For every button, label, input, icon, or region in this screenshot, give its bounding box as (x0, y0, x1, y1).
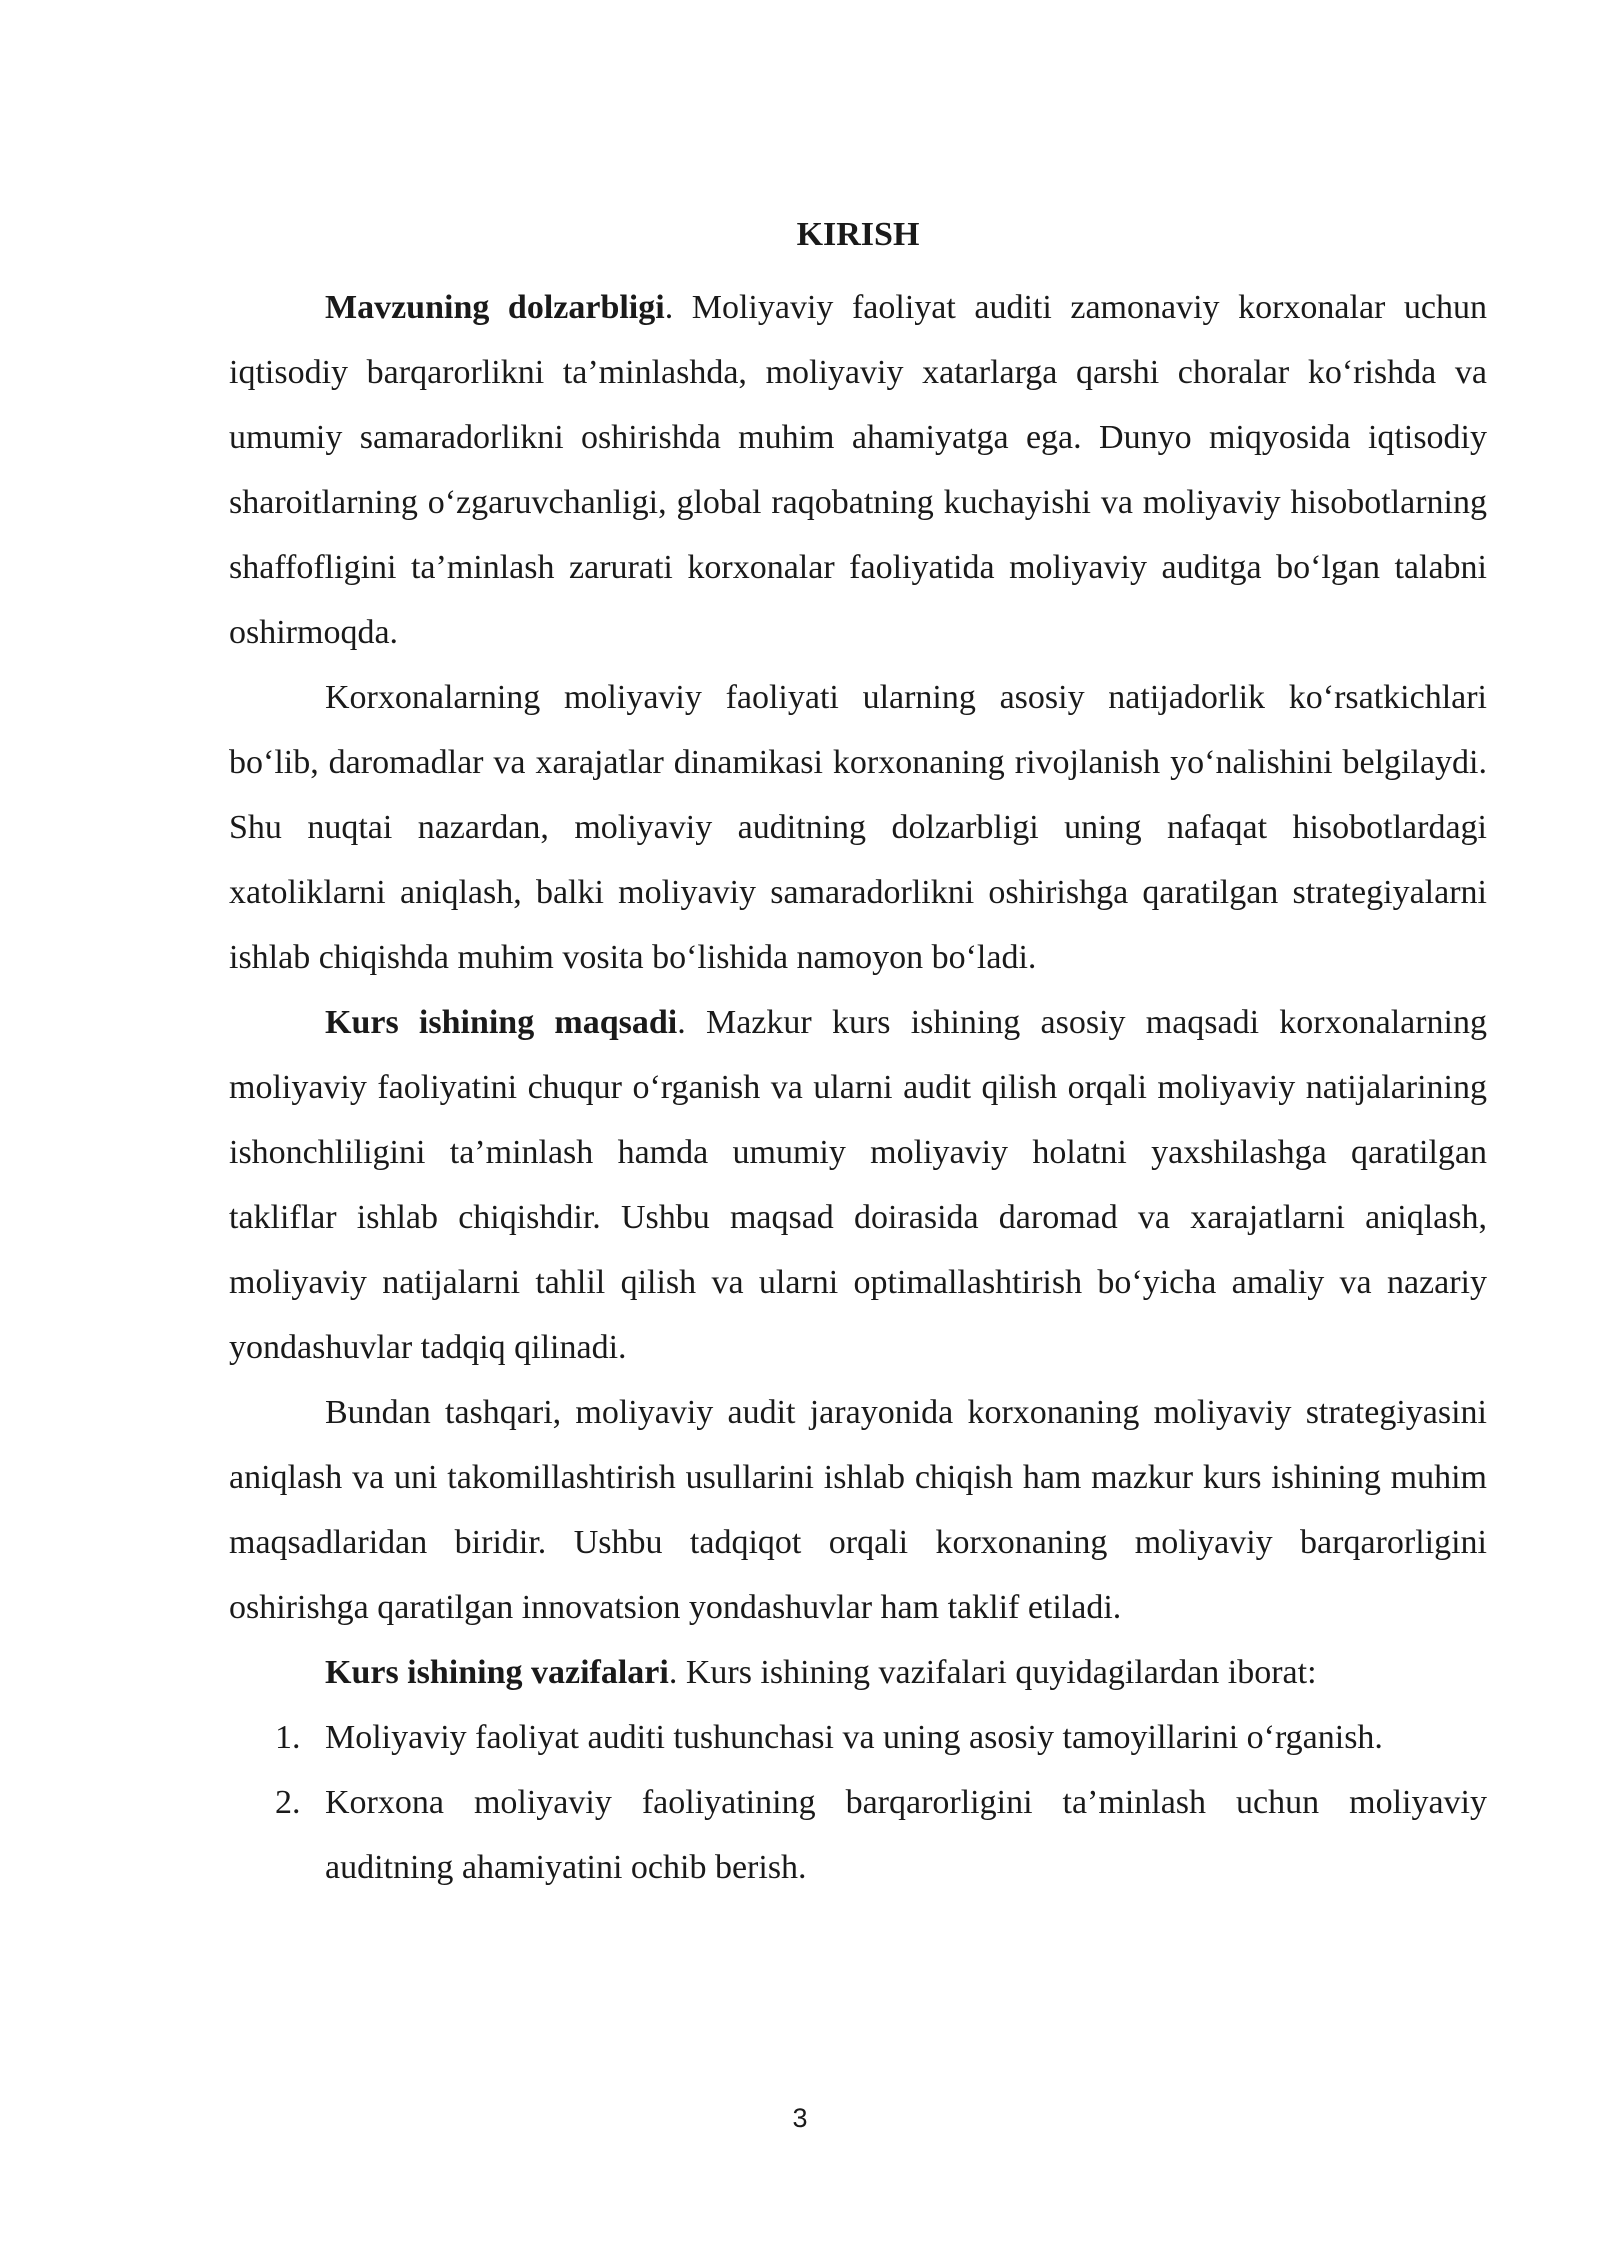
list-item-number: 1. (275, 1719, 301, 1756)
paragraph-text: Bundan tashqari, moliyaviy audit jarayonida korxonaning moliyaviy strategiyasini aniqlash va uni takomillashtirish usullarini ishlab chiqish ham mazkur kurs ishining muhim maqsadlaridan biridir. Ushbu tadqiqot orqali korxonaning moliyaviy barqarorligini oshirishga qaratilgan innovatsion yondashuvlar ham taklif etiladi. (229, 1394, 1487, 1626)
list-item-number: 2. (275, 1784, 301, 1821)
list-item (229, 1770, 1487, 1900)
list-item-text: Korxona moliyaviy faoliyatining barqarorligini ta’minlash uchun moliyaviy auditning ahamiyatini ochib berish. (325, 1784, 1487, 1886)
paragraph-goal (229, 990, 1487, 1380)
document-page (229, 210, 1487, 1900)
page-number: 3 (792, 2103, 808, 2133)
paragraph-text: . Kurs ishining vazifalari quyidagilardan iborat: (668, 1654, 1317, 1691)
paragraph-lead: Mavzuning dolzarbligi (325, 289, 665, 326)
paragraph-lead: Kurs ishining vazifalari (325, 1654, 669, 1691)
list-item-text: Moliyaviy faoliyat auditi tushunchasi va uning asosiy tamoyillarini o‘rganish. (325, 1719, 1383, 1756)
list-item (229, 1705, 1487, 1770)
paragraph-text: Korxonalarning moliyaviy faoliyati ularning asosiy natijadorlik ko‘rsatkichlari bo‘lib, daromadlar va xarajatlar dinamikasi korxonaning rivojlanish yo‘nalishini belgilaydi. Shu nuqtai nazardan, moliyaviy auditning dolzarbligi uning nafaqat hisobotlardagi xatoliklarni aniqlash, balki moliyaviy samaradorlikni oshirishga qaratilgan strategiyalarni ishlab chiqishda muhim vosita bo‘lishida namoyon bo‘ladi. (229, 679, 1487, 976)
paragraph-additional (229, 1380, 1487, 1640)
section-title: KIRISH (796, 216, 920, 253)
paragraph-text: . Mazkur kurs ishining asosiy maqsadi korxonalarning moliyaviy faoliyatini chuqur o‘rganish va ularni audit qilish orqali moliyaviy natijalarining ishonchliligini ta’minlash hamda umumiy moliyaviy holatni yaxshilashga qaratilgan takliflar ishlab chiqishdir. Ushbu maqsad doirasida daromad va xarajatlarni aniqlash, moliyaviy natijalarni tahlil qilish va ularni optimallashtirish bo‘yicha amaliy va nazariy yondashuvlar tadqiq qilinadi. (229, 1004, 1487, 1366)
paragraph-lead: Kurs ishining maqsadi (325, 1004, 678, 1041)
paragraph-tasks (229, 1640, 1487, 1705)
paragraph-text: . Moliyaviy faoliyat auditi zamonaviy korxonalar uchun iqtisodiy barqarorlikni ta’minlashda, moliyaviy xatarlarga qarshi choralar ko‘rishda va umumiy samaradorlikni oshirishda muhim ahamiyatga ega. Dunyo miqyosida iqtisodiy sharoitlarning o‘zgaruvchanligi, global raqobatning kuchayishi va moliyaviy hisobotlarning shaffofligini ta’minlash zarurati korxonalar faoliyatida moliyaviy auditga bo‘lgan talabni oshirmoqda. (229, 289, 1487, 651)
tasks-list (229, 1705, 1487, 1900)
paragraph-relevance (229, 275, 1487, 665)
paragraph-financial-activity (229, 665, 1487, 990)
